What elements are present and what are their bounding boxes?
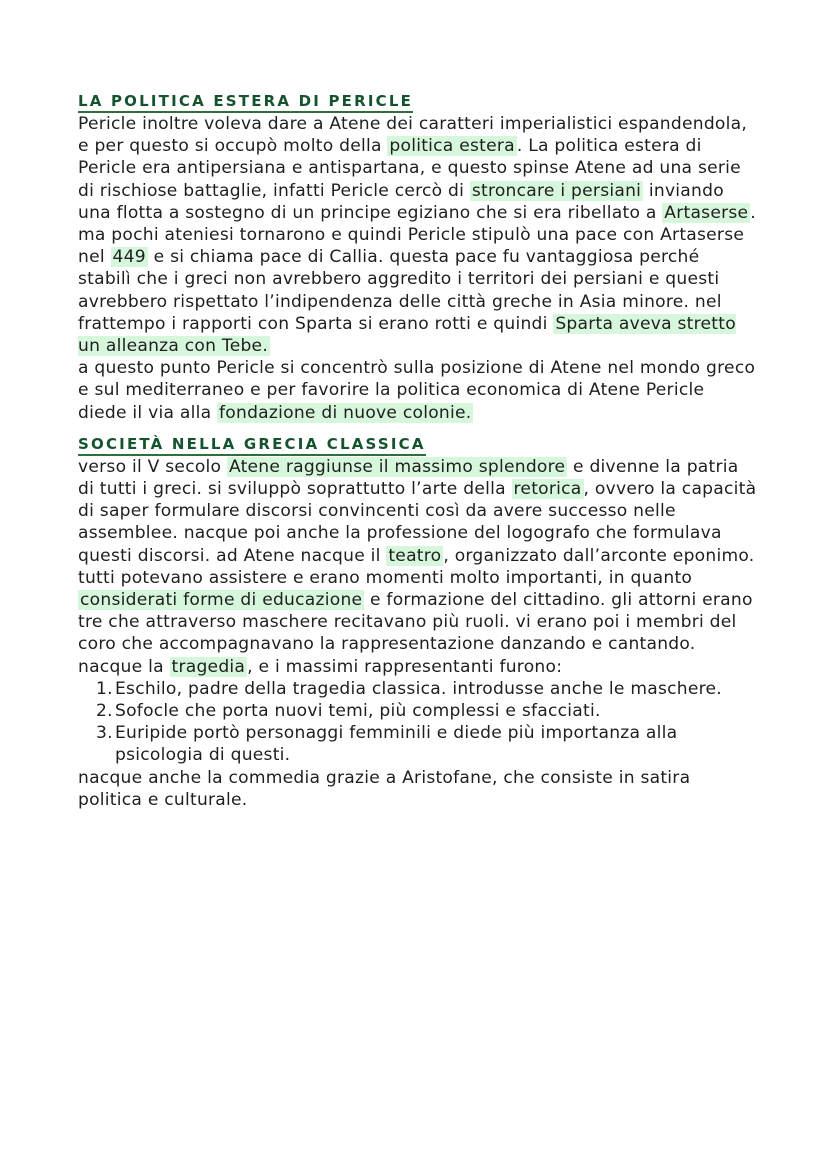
paragraph-societa xyxy=(78,456,758,656)
highlight-educazione: considerati forme di educazione xyxy=(80,590,363,611)
text-run: , ovvero la capacità di saper formulare discorsi convincenti così da avere successo nelle assemblee. nacque poi anche la professione del logografo che formulava questi discorsi. ad Atene nacque il xyxy=(78,479,757,566)
highlight-tragedia: tragedia xyxy=(171,656,246,677)
highlight-449: 449 xyxy=(112,247,146,268)
text-run: Pericle inoltre voleva dare a Atene dei caratteri imperialistici espandendola, e per questo si occupò molto della xyxy=(78,114,748,157)
highlight-splendore: Atene raggiunse il massimo splendore xyxy=(228,456,566,477)
highlight-colonie: fondazione di nuove colonie. xyxy=(219,402,472,423)
list-item xyxy=(78,722,758,766)
list-number: 1. xyxy=(96,678,113,699)
highlight-artaserse: Artaserse xyxy=(664,202,749,223)
list-number: 3. xyxy=(96,723,113,744)
text-run: nacque la xyxy=(78,656,170,677)
text-run: , e i massimi rappresentanti furono: xyxy=(247,656,563,677)
highlight-sparta-tebe: Sparta aveva stretto un alleanza con Tebe. xyxy=(78,313,736,357)
list-item xyxy=(78,678,758,700)
highlight-stroncare-persiani: stroncare i persiani xyxy=(471,180,642,201)
text-run: . La politica estera di Pericle era antipersiana e antispartana, e questo spinse Atene ad una serie di rischiose battaglie, infatti Pericle cercò di xyxy=(78,136,741,201)
text-run: , organizzato dall’arconte eponimo. tutti potevano assistere e erano momenti molto importanti, in quanto xyxy=(78,545,755,588)
list-item-text: Sofocle che porta nuovi temi, più complessi e sfacciati. xyxy=(115,701,601,722)
text-run: inviando una flotta a sostegno di un principe egiziano che si era ribellato a xyxy=(78,180,724,223)
text-run: a questo punto Pericle si concentrò sulla posizione di Atene nel mondo greco e sul mediterraneo e per favorire la politica economica di Atene Pericle diede il via alla xyxy=(78,358,756,423)
text-run: verso il V secolo xyxy=(78,456,227,477)
paragraph-colonie xyxy=(78,357,758,424)
section-heading-societa: SOCIETÀ NELLA GRECIA CLASSICA xyxy=(78,434,426,456)
text-run: . ma pochi ateniesi tornarono e quindi Pericle stipulò una pace con Artaserse nel xyxy=(78,202,756,268)
text-run: e formazione del cittadino. gli attorni erano tre che attraverso maschere recitavano più ruoli. vi erano poi i membri del coro che accompagnavano la rappresentazione danzando e cantando. xyxy=(78,590,753,655)
section-heading-politica-estera: LA POLITICA ESTERA DI PERICLE xyxy=(78,91,413,113)
list-item xyxy=(78,700,758,722)
highlight-teatro: teatro xyxy=(388,545,442,566)
paragraph-tragedia xyxy=(78,656,758,678)
tragedians-list xyxy=(78,678,758,767)
list-item-text: Eschilo, padre della tragedia classica. introdusse anche le maschere. xyxy=(115,678,722,699)
list-item-text: Euripide portò personaggi femminili e diede più importanza alla psicologia di questi. xyxy=(115,723,678,766)
highlight-politica-estera: politica estera xyxy=(389,136,515,157)
list-number: 2. xyxy=(96,701,113,722)
text-run: e divenne la patria di tutti i greci. si sviluppò soprattutto l’arte della xyxy=(78,456,739,500)
highlight-retorica: retorica xyxy=(513,479,582,500)
text-run: e si chiama pace di Callia. questa pace fu vantaggiosa perché stabilì che i greci non avrebbero aggredito i territori dei persiani e questi avrebbero rispettato l’indipendenza delle città greche in Asia minore. nel frattempo i rapporti con Sparta si erano rotti e quindi xyxy=(78,247,722,334)
document-page xyxy=(78,90,758,811)
paragraph-politica-estera xyxy=(78,113,758,357)
paragraph-commedia: nacque anche la commedia grazie a Aristofane, che consiste in satira politica e culturale. xyxy=(78,767,691,810)
